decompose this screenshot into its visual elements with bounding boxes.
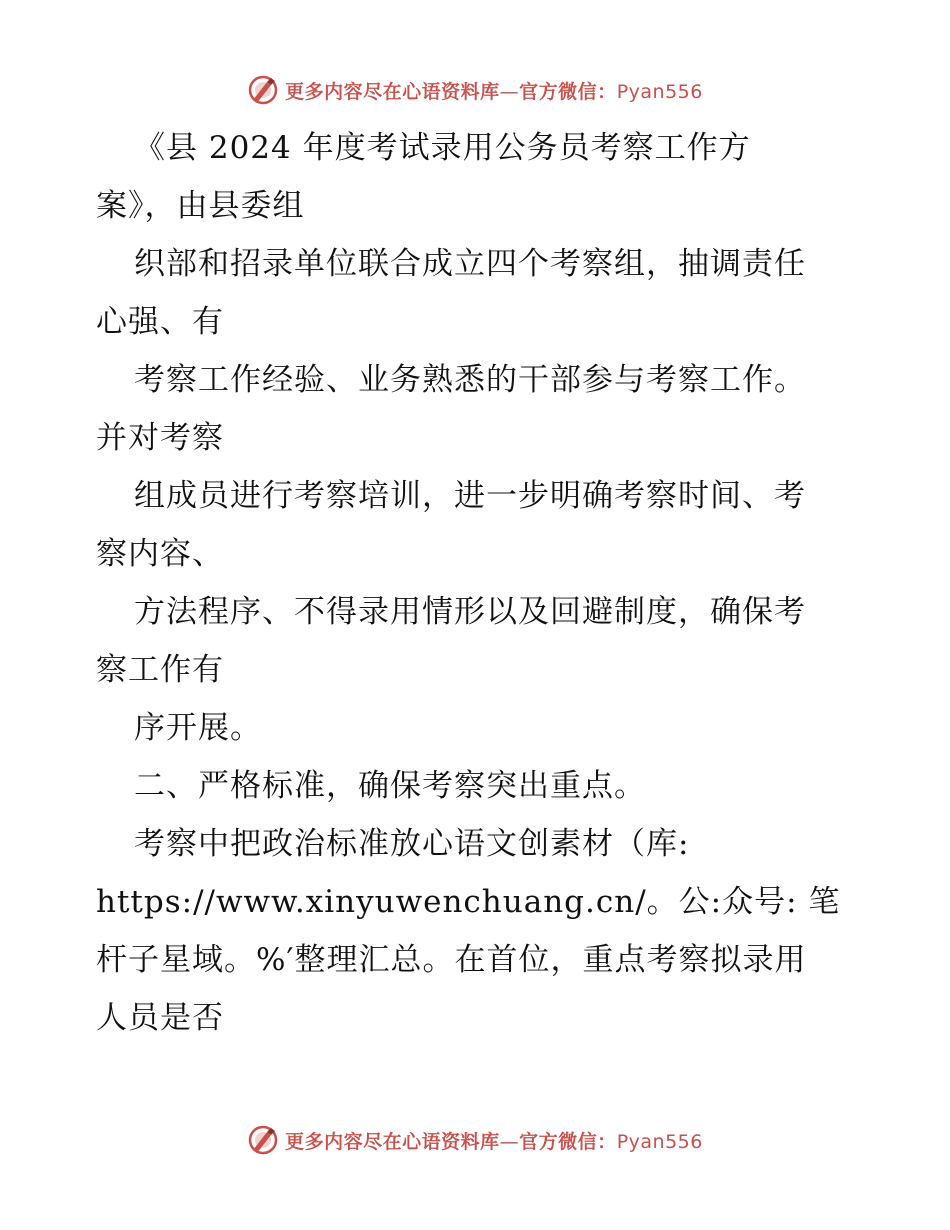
body-line: 案》，由县委组 (96, 188, 305, 224)
body-line-url: https://www.xinyuwenchuang.cn/。公:众号: 笔 (96, 884, 841, 920)
body-line: 织部和招录单位联合成立四个考察组，抽调责任 (134, 246, 806, 282)
footer-watermark (0, 1120, 950, 1160)
body-line: 考察工作经验、业务熟悉的干部参与考察工作。 (134, 362, 806, 398)
section-heading: 二、严格标准，确保考察突出重点。 (134, 768, 646, 804)
body-line: 组成员进行考察培训，进一步明确考察时间、考 (134, 478, 806, 514)
body-line: 心强、有 (96, 304, 224, 340)
body-line: 杆子星域。%′整理汇总。在首位，重点考察拟录用 (96, 942, 807, 978)
body-line: 察工作有 (96, 652, 224, 688)
pen-seal-icon (247, 74, 279, 106)
body-line: 《县 2024 年度考试录用公务员考察工作方 (134, 130, 751, 166)
body-line: 考察中把政治标准放心语文创素材（库: (134, 826, 690, 862)
body-line: 人员是否 (96, 1000, 224, 1036)
pen-seal-icon (247, 1124, 279, 1156)
watermark-text: 更多内容尽在心语资料库—官方微信：Pyan556 (285, 80, 703, 103)
body-line: 序开展。 (134, 710, 262, 746)
body-line: 方法程序、不得录用情形以及回避制度，确保考 (134, 594, 806, 630)
body-line: 察内容、 (96, 536, 224, 572)
header-watermark (0, 70, 950, 110)
body-line: 并对考察 (96, 420, 224, 456)
watermark-text: 更多内容尽在心语资料库—官方微信：Pyan556 (285, 1130, 703, 1153)
